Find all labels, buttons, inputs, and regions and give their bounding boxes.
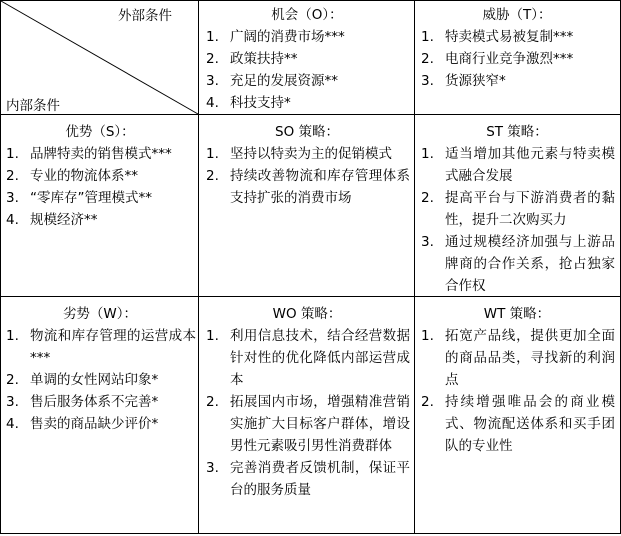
list-item: 3. “零库存”管理模式** xyxy=(6,190,152,206)
wt-strategy-header: WT 策略： xyxy=(483,306,551,322)
strengths-list xyxy=(4,143,196,231)
threats-cell xyxy=(419,4,615,92)
list-item: 3. 货源狭窄* xyxy=(421,73,506,89)
list-item: 1. 利用信息技术，结合经营数据针对性的优化降低内部运营成本 xyxy=(206,328,410,388)
wo-strategy-list xyxy=(204,325,410,501)
list-item: 3. 充足的发展资源** xyxy=(206,73,338,89)
wt-strategy-cell xyxy=(419,303,615,457)
threats-list xyxy=(419,26,615,92)
list-item: 2. 持续改善物流和库存管理体系支持扩张的消费市场 xyxy=(206,168,410,206)
list-item: 1. 适当增加其他元素与特卖模式融合发展 xyxy=(421,146,615,184)
list-item: 1. 物流和库存管理的运营成本*** xyxy=(6,328,196,366)
list-item: 2. 专业的物流体系** xyxy=(6,168,138,184)
list-item: 2. 单调的女性网站印象* xyxy=(6,372,159,388)
column-divider-2 xyxy=(414,0,415,534)
list-item: 2. 电商行业竞争激烈*** xyxy=(421,51,574,67)
table-border-bottom xyxy=(0,533,621,534)
weaknesses-list xyxy=(4,325,196,435)
opportunities-header: 机会（O）： xyxy=(271,7,343,23)
strengths-cell xyxy=(4,121,196,231)
weaknesses-header: 劣势（W）： xyxy=(62,306,138,322)
threats-header: 威胁（T）： xyxy=(482,7,552,23)
list-item: 3. 售后服务体系不完善* xyxy=(6,394,159,410)
opportunities-cell xyxy=(204,4,410,114)
list-item: 1. 特卖模式易被复制*** xyxy=(421,29,574,45)
list-item: 2. 拓展国内市场，增强精准营销实施扩大目标客户群体，增设男性元素吸引男性消费群体 xyxy=(206,394,410,454)
list-item: 1. 坚持以特卖为主的促销模式 xyxy=(206,146,392,162)
list-item: 1. 广阔的消费市场*** xyxy=(206,29,345,45)
wt-strategy-list xyxy=(419,325,615,457)
corner-top-label: 外部条件 xyxy=(118,8,172,24)
list-item: 1. 品牌特卖的销售模式*** xyxy=(6,146,172,162)
so-strategy-list xyxy=(204,143,410,209)
st-strategy-header: ST 策略： xyxy=(486,124,548,140)
list-item: 2. 持续增强唯品会的商业模式、物流配送体系和买手团队的专业性 xyxy=(421,394,615,454)
st-strategy-list xyxy=(419,143,615,297)
corner-bottom-label: 内部条件 xyxy=(6,98,60,114)
list-item: 4. 规模经济** xyxy=(6,212,98,228)
so-strategy-cell xyxy=(204,121,410,209)
strengths-header: 优势（S）： xyxy=(65,124,135,140)
st-strategy-cell xyxy=(419,121,615,297)
list-item: 4. 售卖的商品缺少评价* xyxy=(6,416,159,432)
list-item: 2. 提高平台与下游消费者的黏性，提升二次购买力 xyxy=(421,190,615,228)
opportunities-list xyxy=(204,26,410,114)
weaknesses-cell xyxy=(4,303,196,435)
list-item: 3. 通过规模经济加强与上游品牌商的合作关系，抢占独家合作权 xyxy=(421,234,615,294)
list-item: 3. 完善消费者反馈机制，保证平台的服务质量 xyxy=(206,460,410,498)
list-item: 1. 拓宽产品线，提供更加全面的商品品类，寻找新的利润点 xyxy=(421,328,615,388)
list-item: 2. 政策扶持** xyxy=(206,51,298,67)
wo-strategy-header: WO 策略： xyxy=(272,306,342,322)
so-strategy-header: SO 策略： xyxy=(275,124,339,140)
wo-strategy-cell xyxy=(204,303,410,501)
list-item: 4. 科技支持* xyxy=(206,95,291,111)
